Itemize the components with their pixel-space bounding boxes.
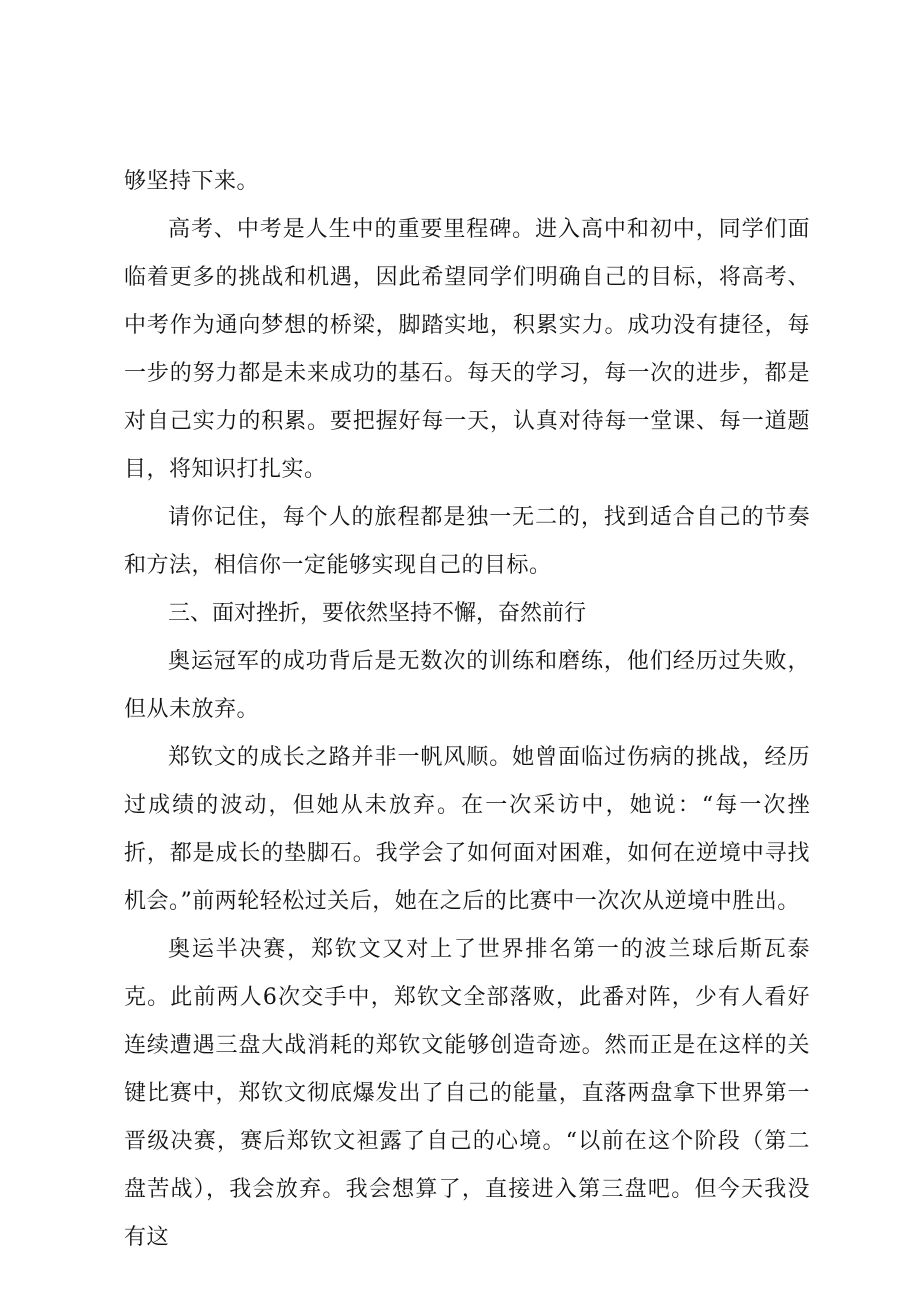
paragraph-olympic-champions: 奥运冠军的成功背后是无数次的训练和磨练，他们经历过失败，但从未放弃。	[124, 649, 810, 722]
paragraph-semifinal: 奥运半决赛，郑钦文又对上了世界排名第一的波兰球后斯瓦泰克。此前两人6次交手中，郑钦文全部落败，此番对阵，少有人看好连续遭遇三盘大战消耗的郑钦文能够创造奇迹。然而正是在这样的关键比赛中，郑钦文彻底爆发出了自己的能量，直落两盘拿下世界第一晋级决赛，赛后郑钦文袒露了自己的心境。“以前在这个阶段（第二盘苦战），我会放弃。我会想算了，直接进入第三盘吧。但今天我没有这	[124, 937, 810, 1250]
document-body	[124, 158, 810, 1262]
paragraph-unique-journey: 请你记住，每个人的旅程都是独一无二的，找到适合自己的节奏和方法，相信你一定能够实现自己的目标。	[124, 505, 810, 578]
section-heading: 三、面对挫折，要依然坚持不懈，奋然前行	[168, 601, 587, 626]
paragraph-zheng-growth: 郑钦文的成长之路并非一帆风顺。她曾面临过伤病的挑战，经历过成绩的波动，但她从未放弃。在一次采访中，她说：“每一次挫折，都是成长的垫脚石。我学会了如何面对困难，如何在逆境中寻找机会。”前两轮轻松过关后，她在之后的比赛中一次次从逆境中胜出。	[124, 745, 810, 914]
paragraph-continuation: 够坚持下来。	[124, 169, 260, 194]
paragraph-exam-milestone: 高考、中考是人生中的重要里程碑。进入高中和初中，同学们面临着更多的挑战和机遇，因此希望同学们明确自己的目标，将高考、中考作为通向梦想的桥梁，脚踏实地，积累实力。成功没有捷径，每一步的努力都是未来成功的基石。每天的学习，每一次的进步，都是对自己实力的积累。要把握好每一天，认真对待每一堂课、每一道题目，将知识打扎实。	[124, 217, 810, 482]
